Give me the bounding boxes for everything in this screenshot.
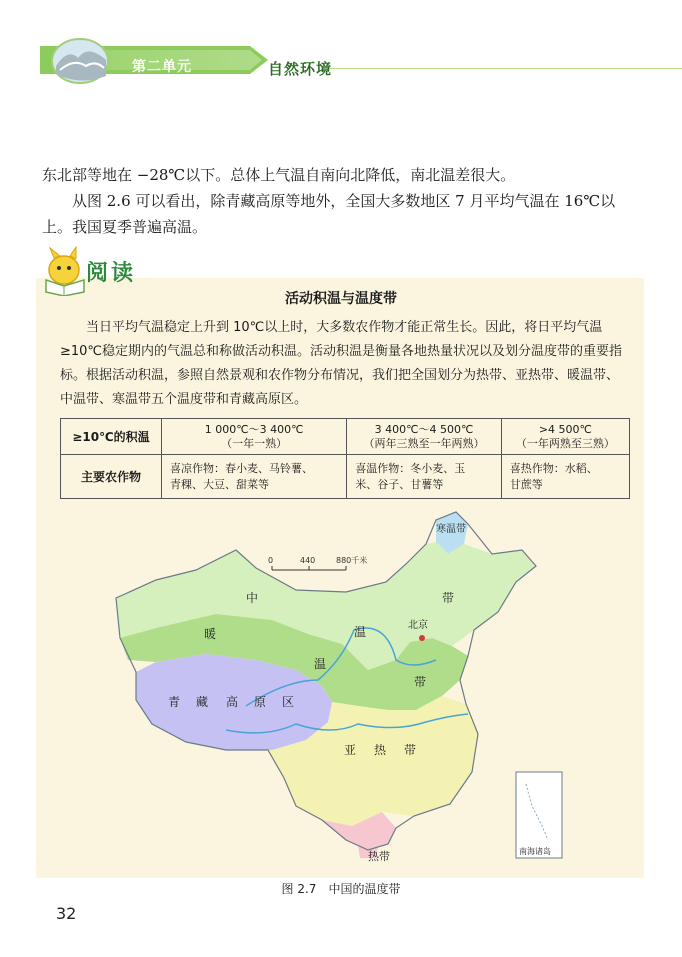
header-rule [330, 68, 682, 69]
table-cell [501, 419, 629, 455]
label-dai2: 带 [414, 675, 427, 689]
label-cold-temperate: 寒温带 [436, 524, 466, 535]
scale-0: 0 [268, 556, 274, 565]
cell-note: （一年一熟） [221, 436, 288, 450]
cell-range: 3 400℃～4 500℃ [374, 422, 474, 436]
table-cell [162, 455, 347, 499]
label-qing: 青 [168, 695, 181, 709]
label-wen: 温 [354, 625, 367, 639]
south-china-sea-inset [516, 772, 562, 858]
unit-label: 第二单元 [132, 59, 192, 75]
chapter-emblem-icon [50, 36, 112, 86]
table-row [61, 419, 630, 455]
unit-name: 自然环境 [268, 60, 333, 78]
reading-paragraph: 当日平均气温稳定上升到 10℃以上时，大多数农作物才能正常生长。因此，将日平均气温≥10℃稳定期内的气温总和称做活动积温。活动积温是衡量各地热量状况以及划分温度带的重要指标。根据活动积温，参照自然景观和农作物分布情况，我们把全国划分为热带、亚热带、暖温带、中温带、寒温带五个温度带和青藏高原区。 [60, 320, 623, 407]
body-paragraph-2: 从图 2.6 可以看出，除青藏高原等地外，全国大多数地区 7 月平均气温在 16℃以上。我国夏季普遍高温。 [42, 192, 616, 236]
figure-caption: 图 2.7 中国的温度带 [281, 882, 401, 896]
cell-line: 喜热作物：水稻、 [509, 461, 598, 475]
label-tropical: 热带 [368, 850, 390, 863]
cell-note: （两年三熟至一年两熟） [363, 436, 485, 450]
cell-line: 甘蔗等 [509, 477, 543, 491]
label-dai3: 带 [404, 743, 417, 757]
label-re: 热 [374, 743, 387, 757]
label-zang: 藏 [196, 695, 209, 709]
inset-label: 南海诸岛 [519, 847, 551, 856]
cell-note: （一年两熟至三熟） [515, 436, 615, 450]
label-gao: 高 [226, 695, 239, 709]
label-nuan: 暖 [204, 627, 217, 641]
china-temperature-zone-map [96, 510, 566, 872]
row-header-crops: 主要农作物 [61, 455, 162, 499]
reading-title: 活动积温与温度带 [285, 291, 397, 307]
table-cell [347, 419, 501, 455]
label-wen2: 温 [314, 657, 327, 671]
label-qu: 区 [282, 695, 295, 709]
cell-range: 1 000℃～3 400℃ [204, 422, 304, 436]
cell-line: 米、谷子、甘薯等 [355, 477, 444, 491]
cell-line: 喜温作物：冬小麦、玉 [355, 461, 466, 475]
label-ya: 亚 [344, 743, 357, 757]
accumulated-temperature-table [60, 418, 630, 499]
scale-440: 440 [300, 556, 316, 565]
page-number: 32 [56, 904, 77, 923]
cell-range: >4 500℃ [538, 422, 592, 436]
cell-line: 喜凉作物：春小麦、马铃薯、 [170, 461, 313, 475]
table-cell [347, 455, 501, 499]
body-paragraph-1: 东北部等地在 −28℃以下。总体上气温自南向北降低，南北温差很大。 [42, 166, 516, 184]
row-header-accumulated-temp: ≥10℃的积温 [61, 419, 162, 455]
label-beijing: 北京 [408, 620, 428, 631]
label-yuan: 原 [254, 695, 267, 709]
beijing-marker [419, 635, 425, 641]
table-row [61, 455, 630, 499]
cell-line: 青稞、大豆、甜菜等 [170, 477, 269, 491]
reading-label: 阅读 [86, 260, 137, 286]
table-cell [162, 419, 347, 455]
table-cell [501, 455, 629, 499]
label-dai: 带 [442, 591, 455, 605]
label-zhong: 中 [246, 591, 259, 605]
scale-880: 880千米 [336, 556, 368, 565]
